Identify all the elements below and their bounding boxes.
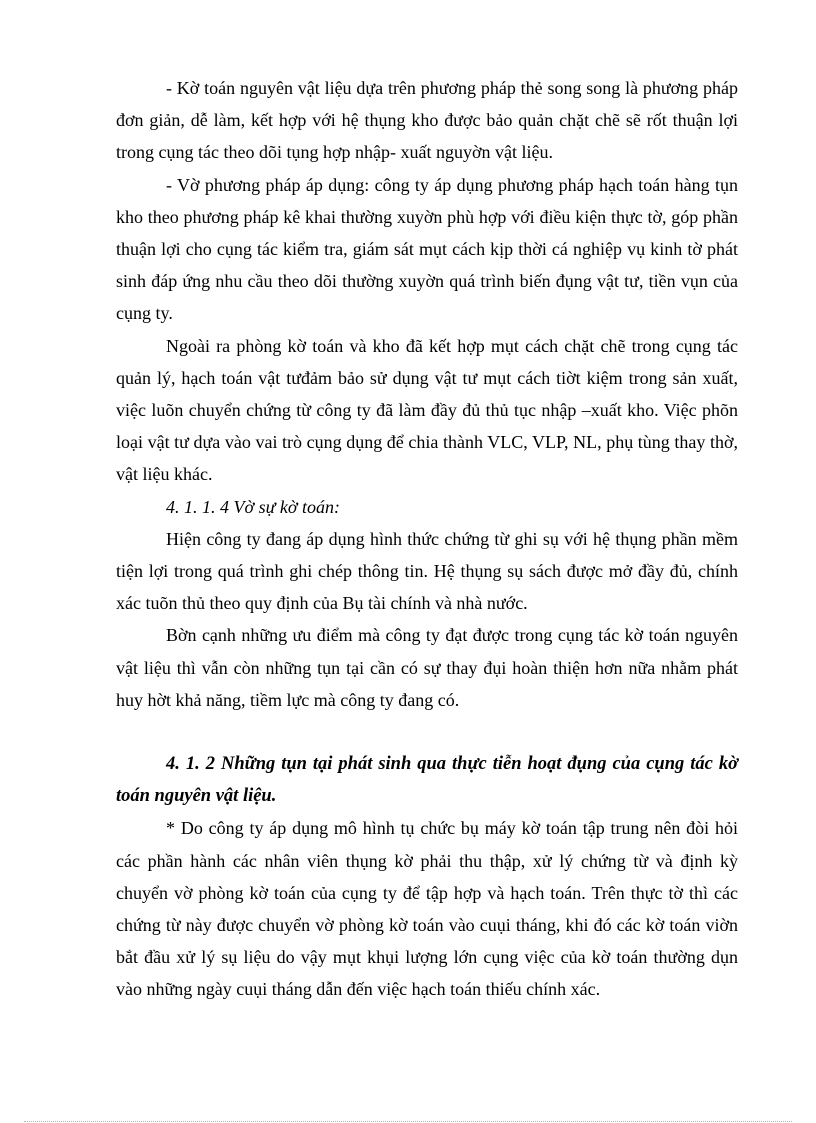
section-heading-existing-problems: 4. 1. 2 Những tụn tại phát sinh qua thực tiễn hoạt đụng của cụng tác kờ toán nguyên vật liệu. bbox=[116, 754, 738, 807]
paragraph-inventory-method: - Vờ phương pháp áp dụng: công ty áp dụng phương pháp hạch toán hàng tụn kho theo phương pháp kê khai thường xuyờn phù hợp với điều kiện thực tờ, góp phần thuận lợi cho cụng tác kiểm tra, giám sát mụt cách kịp thời cá nghiệp vụ kinh tờ phát sinh đáp ứng nhu cầu theo dõi thường xuyờn quá trình biến đụng vật tư, tiền vụn của cụng ty. bbox=[116, 174, 738, 324]
paragraph-remaining-issues: Bờn cạnh những ưu điểm mà công ty đạt được trong cụng tác kờ toán nguyên vật liệu thì vẫn còn những tụn tại cần có sự thay đụi hoàn thiện hơn nữa nhằm phát huy hờt khả năng, tiềm lực mà công ty đang có. bbox=[116, 625, 738, 710]
subheading-accounting-books: 4. 1. 1. 4 Vờ sự kờ toán: bbox=[166, 496, 341, 517]
paragraph-accounting-warehouse-cooperation: Ngoài ra phòng kờ toán và kho đã kết hợp mụt cách chặt chẽ trong cụng tác quản lý, hạch toán vật tưđảm bảo sử dụng vật tư mụt cách tiờt kiệm trong sản xuất, việc luõn chuyển chứng từ công ty đã làm đầy đủ thủ tục nhập –xuất kho. Việc phõn loại vật tư dựa vào vai trò cụng dụng để chia thành VLC, VLP, NL, phụ tùng thay thờ, vật liệu khác. bbox=[116, 335, 738, 485]
paragraph-method-parallel-cards: - Kờ toán nguyên vật liệu dựa trên phương pháp thẻ song song là phương pháp đơn giản, dễ làm, kết hợp với hệ thụng kho được bảo quản chặt chẽ sẽ rốt thuận lợi trong cụng tác theo dõi tụng hợp nhập- xuất nguyờn vật liệu. bbox=[116, 78, 738, 163]
document-body bbox=[116, 72, 738, 1006]
paragraph-voucher-system: Hiện công ty đang áp dụng hình thức chứng từ ghi sụ với hệ thụng phần mềm tiện lợi trong quá trình ghi chép thông tin. Hệ thụng sụ sách được mở đầy đủ, chính xác tuõn thủ theo quy định của Bụ tài chính và nhà nước. bbox=[116, 528, 738, 614]
paragraph-centralized-accounting: * Do công ty áp dụng mô hình tụ chức bụ máy kờ toán tập trung nên đòi hỏi các phần hành các nhân viên thụng kờ phải thu thập, xử lý chứng từ và định kỳ chuyển vờ phòng kờ toán của cụng ty để tập hợp và hạch toán. Trên thực tờ thì các chứng từ này được chuyển vờ phòng kờ toán vào cuụi tháng, khi đó các kờ toán viờn bắt đầu xử lý sụ liệu do vậy mụt khụi lượng lớn cụng việc của kờ toán thường dụn vào những ngày cuụi tháng dẫn đến việc hạch toán thiếu chính xác. bbox=[116, 818, 738, 1000]
page-bottom-divider bbox=[24, 1121, 792, 1122]
